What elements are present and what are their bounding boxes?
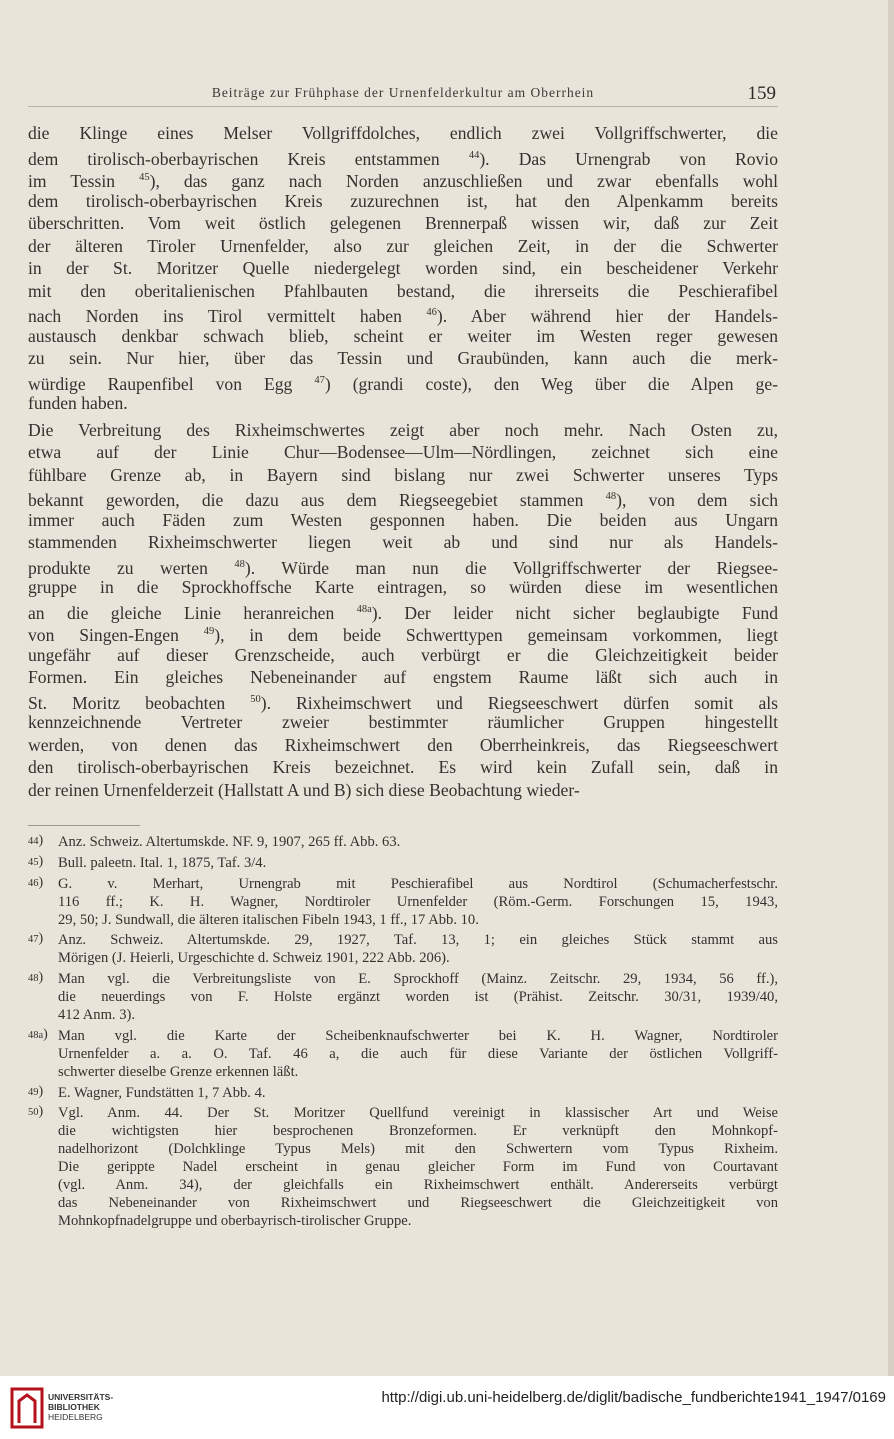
text-line (28, 779, 778, 802)
text-segment: ) (grandi coste), den Weg über die Alpen ge- (324, 373, 778, 394)
text-line (28, 302, 778, 325)
permalink-url[interactable]: http://digi.ub.uni-heidelberg.de/diglit/badische_fundberichte1941_1947/0169 (381, 1389, 886, 1406)
footnote-ref[interactable]: 48a (356, 603, 372, 615)
text-segment: der reinen Urnenfelderzeit (Hallstatt A und B) sich diese Beobachtung wieder- (28, 779, 580, 800)
page-number: 159 (747, 83, 776, 104)
footnote (28, 932, 778, 968)
text-segment: ). Der leider nicht sicher beglaubigte Fund (371, 602, 778, 623)
text-line (28, 419, 778, 442)
footnote-line: 116 ff.; K. H. Wagner, Nordtiroler Urnenfelder (Röm.-Germ. Forschungen 15, 1943, (58, 893, 778, 910)
text-line (28, 190, 778, 213)
footnote-ref[interactable]: 45 (139, 172, 150, 183)
text-segment: ), das ganz nach Norden anzuschließen und zwar ebenfalls wohl (149, 170, 778, 191)
text-line (28, 621, 778, 644)
footnote-line: die wichtigsten hier besprochenen Bronzeformen. Er verknüpft den Mohnkopf- (58, 1123, 778, 1140)
footnote-line: Anz. Schweiz. Altertumskde. 29, 1927, Taf. 13, 1; ein gleiches Stück stammt aus (58, 932, 778, 949)
text-segment: würdige Raupenfibel von Egg (28, 373, 315, 394)
library-name-line-3: HEIDELBERG (48, 1412, 103, 1422)
text-segment: in der St. Moritzer Quelle niedergelegt worden sind, ein bescheidener Verkehr (28, 258, 778, 278)
text-segment: dem tirolisch-oberbayrischen Kreis entstammen (28, 148, 469, 169)
footnote-number-value: 48 (28, 973, 39, 985)
footnote-line: Man vgl. die Verbreitungsliste von E. Sprockhoff (Mainz. Zeitschr. 29, 1934, 56 ff.), (58, 971, 778, 988)
footnote-line: Anz. Schweiz. Altertumskde. NF. 9, 1907, 265 ff. Abb. 63. (58, 834, 401, 850)
text-segment: fühlbare Grenze ab, in Bayern sind bislang nur zwei Schwerter unseres Typs (28, 464, 778, 485)
text-segment: ungefähr auf dieser Grenzscheide, auch verbürgt er die Gleichzeitigkeit beider (28, 644, 778, 665)
text-segment: ). Aber während hier der Handels- (436, 305, 778, 326)
text-segment: werden, von denen das Rixheimschwert den Oberrheinkreis, das Riegseeschwert (28, 734, 778, 755)
text-line (28, 576, 778, 599)
footnote-line: 412 Anm. 3). (58, 1007, 136, 1024)
text-line (28, 325, 778, 348)
library-name-line-1: UNIVERSITÄTS- (48, 1392, 114, 1402)
text-line (28, 235, 778, 258)
text-line (28, 122, 778, 145)
text-segment: stammenden Rixheimschwerter liegen weit ab und sind nur als Handels- (28, 532, 778, 552)
footnote-line: Mörigen (J. Heierli, Urgeschichte d. Schweiz 1901, 222 Abb. 206). (58, 950, 450, 967)
footnote-line: Man vgl. die Karte der Scheibenknaufschwerter bei K. H. Wagner, Nordtiroler (58, 1027, 778, 1044)
header-rule (28, 106, 778, 107)
footnote-paren: ) (38, 874, 44, 890)
footnote-line: das Nebeneinander von Rixheimschwert und Riegseeschwert die Gleichzeitigkeit von (58, 1194, 778, 1211)
footnote-ref[interactable]: 48 (234, 558, 245, 570)
footnote-number (28, 932, 43, 947)
footnote-ref[interactable]: 48 (605, 491, 617, 502)
footnote-number-value: 50 (28, 1107, 39, 1119)
text-segment: der älteren Tiroler Urnenfelder, also zur gleichen Zeit, in der die Schwerter (28, 235, 778, 256)
footnote-number (28, 876, 43, 891)
footnote-number (28, 1085, 43, 1100)
footnote (28, 876, 778, 930)
footnote-number-value: 44 (28, 836, 39, 847)
footnote-line: 29, 50; J. Sundwall, die älteren italischen Fibeln 1943, 1 ff., 17 Abb. 10. (58, 911, 479, 928)
text-line (28, 464, 778, 487)
footnote-number-value: 46 (28, 877, 39, 889)
text-segment: an die gleiche Linie heranreichen (28, 602, 357, 623)
text-segment: mit den oberitalienischen Pfahlbauten bestand, die ihrerseits die Peschierafibel (28, 280, 778, 301)
page-header (28, 83, 778, 105)
text-segment: im Tessin (28, 170, 140, 191)
footnote-line: schwerter dieselbe Grenze erkennen läßt. (58, 1063, 299, 1080)
text-line (28, 689, 778, 712)
text-segment: zu sein. Nur hier, über das Tessin und Graubünden, kann auch die merk- (28, 348, 778, 368)
footnote (28, 834, 778, 852)
footnotes (28, 834, 778, 1234)
text-segment: kennzeichnende Vertreter zweier bestimmter räumlicher Gruppen hingestellt (28, 712, 778, 732)
text-segment: ). Das Urnengrab von Rovio (479, 148, 778, 169)
footnote-line: E. Wagner, Fundstätten 1, 7 Abb. 4. (58, 1084, 266, 1101)
text-segment: dem tirolisch-oberbayrischen Kreis zuzurechnen ist, hat den Alpenkamm bereits (28, 190, 778, 211)
library-name-line-2: BIBLIOTHEK (48, 1402, 100, 1412)
footnote-line: die neuerdings von F. Holste ergänzt worden ist (Prähist. Zeitschr. 30/31, 1939/40, (58, 989, 778, 1006)
footnote (28, 855, 778, 873)
text-line (28, 734, 778, 757)
text-line (28, 441, 778, 464)
text-line (28, 509, 778, 532)
footnote (28, 1105, 778, 1230)
text-line (28, 145, 778, 168)
text-line (28, 711, 778, 734)
footnote-line: Die gerippte Nadel erscheint in genau gleicher Form im Fund von Courtavant (58, 1159, 778, 1176)
text-segment: St. Moritz beobachten (28, 692, 251, 713)
text-segment: ). Würde man nun die Vollgriffschwerter der Riegsee- (244, 557, 778, 578)
footnote-line: G. v. Merhart, Urnengrab mit Peschierafibel aus Nordtirol (Schumacherfestschr. (58, 875, 778, 892)
footnote-paren: ) (38, 970, 44, 986)
text-line (28, 167, 778, 190)
text-line (28, 531, 778, 554)
text-line (28, 554, 778, 577)
text-line (28, 599, 778, 622)
library-logo[interactable] (10, 1387, 160, 1429)
footnote-line: Urnenfelder a. a. O. Taf. 46 a, die auch für diese Variante der östlichen Vollgriff- (58, 1045, 778, 1062)
text-segment: gruppe in die Sprockhoffsche Karte eintragen, so würden diese im wesentlichen (28, 577, 778, 597)
text-segment: nach Norden ins Tirol vermittelt haben (28, 305, 427, 326)
footnote-number (28, 1028, 48, 1043)
footnote-number-value: 49 (28, 1086, 39, 1098)
footnote-ref[interactable]: 50 (250, 693, 261, 705)
text-line (28, 370, 778, 393)
text-segment: den tirolisch-oberbayrischen Kreis bezeichnet. Es wird kein Zufall sein, daß in (28, 757, 778, 777)
viewer-footer (0, 1376, 894, 1439)
footnote-ref[interactable]: 44 (468, 149, 480, 161)
footnote-line: Vgl. Anm. 44. Der St. Moritzer Quellfund vereinigt in klassischer Art und Weise (58, 1105, 778, 1122)
text-segment: etwa auf der Linie Chur—Bodensee—Ulm—Nördlingen, zeichnet sich eine (28, 442, 778, 462)
text-line (28, 644, 778, 667)
footnote-ref[interactable]: 47 (314, 374, 325, 386)
footnote-number (28, 834, 43, 849)
library-name (48, 1392, 113, 1422)
footnote-number (28, 1105, 43, 1120)
page-edge-shadow (888, 0, 894, 1376)
footnote-line: Mohnkopfnadelgruppe und oberbayrisch-tirolischer Gruppe. (58, 1212, 412, 1229)
footnote-paren: ) (38, 931, 44, 947)
text-segment: Die Verbreitung des Rixheimschwertes zeigt aber noch mehr. Nach Osten zu, (28, 419, 778, 440)
text-segment: überschritten. Vom weit östlich gelegenen Brennerpaß wissen wir, daß zur Zeit (28, 213, 778, 233)
text-segment: immer auch Fäden zum Westen gesponnen haben. Die beiden aus Ungarn (28, 509, 778, 530)
footnote-line: nadelhorizont (Dolchklinge Typus Mels) mit den Schwertern vom Typus Rixheim. (58, 1141, 778, 1158)
running-title: Beiträge zur Frühphase der Urnenfelderkultur am Oberrhein (211, 85, 595, 100)
text-line (28, 212, 778, 235)
text-line (28, 486, 778, 509)
text-line (28, 347, 778, 370)
footnote-line: Bull. paleetn. Ital. 1, 1875, Taf. 3/4. (58, 854, 267, 871)
text-segment: ), in dem beide Schwerttypen gemeinsam vorkommen, liegt (214, 624, 778, 645)
footnote-paren: ) (38, 833, 44, 848)
text-segment: die Klinge eines Melser Vollgriffdolches, endlich zwei Vollgriffschwerter, die (28, 123, 778, 143)
footnote-paren: ) (38, 1083, 44, 1099)
footnote-ref[interactable]: 46 (426, 307, 437, 318)
footnote-number (28, 855, 43, 870)
text-segment: bekannt geworden, die dazu aus dem Riegseegebiet stammen (28, 489, 606, 510)
footnote-number-value: 47 (28, 934, 39, 946)
text-segment: funden haben. (28, 393, 128, 413)
footnote (28, 971, 778, 1025)
text-segment: ), von dem sich (616, 489, 778, 510)
footnote-paren: ) (38, 853, 44, 869)
text-segment: produkte zu werten (28, 557, 235, 578)
text-line (28, 756, 778, 779)
text-segment: von Singen-Engen (28, 624, 204, 645)
text-segment: ). Rixheimschwert und Riegseeschwert dürfen somit als (260, 692, 778, 713)
footnote-number-value: 45 (28, 856, 39, 868)
text-line (28, 257, 778, 280)
footnote-number-value: 48a (28, 1029, 44, 1041)
text-segment: austausch denkbar schwach blieb, scheint er weiter im Westen reger gewesen (28, 325, 778, 346)
body-text (28, 122, 778, 801)
footnote-separator (28, 825, 140, 826)
footnote-ref[interactable]: 49 (203, 626, 215, 637)
footnote-paren: ) (43, 1026, 48, 1042)
text-line (28, 666, 778, 689)
text-segment: Formen. Ein gleiches Nebeneinander auf engstem Raume läßt sich auch in (28, 667, 778, 687)
library-logo-icon (10, 1387, 44, 1429)
footnote (28, 1085, 778, 1103)
footnote-number (28, 971, 43, 986)
footnote (28, 1028, 778, 1082)
footnote-paren: ) (38, 1104, 44, 1120)
footnote-line: (vgl. Anm. 34), der gleichfalls ein Rixheimschwert enthält. Andererseits verbürgt (58, 1177, 778, 1194)
text-line (28, 280, 778, 303)
text-line (28, 392, 778, 415)
